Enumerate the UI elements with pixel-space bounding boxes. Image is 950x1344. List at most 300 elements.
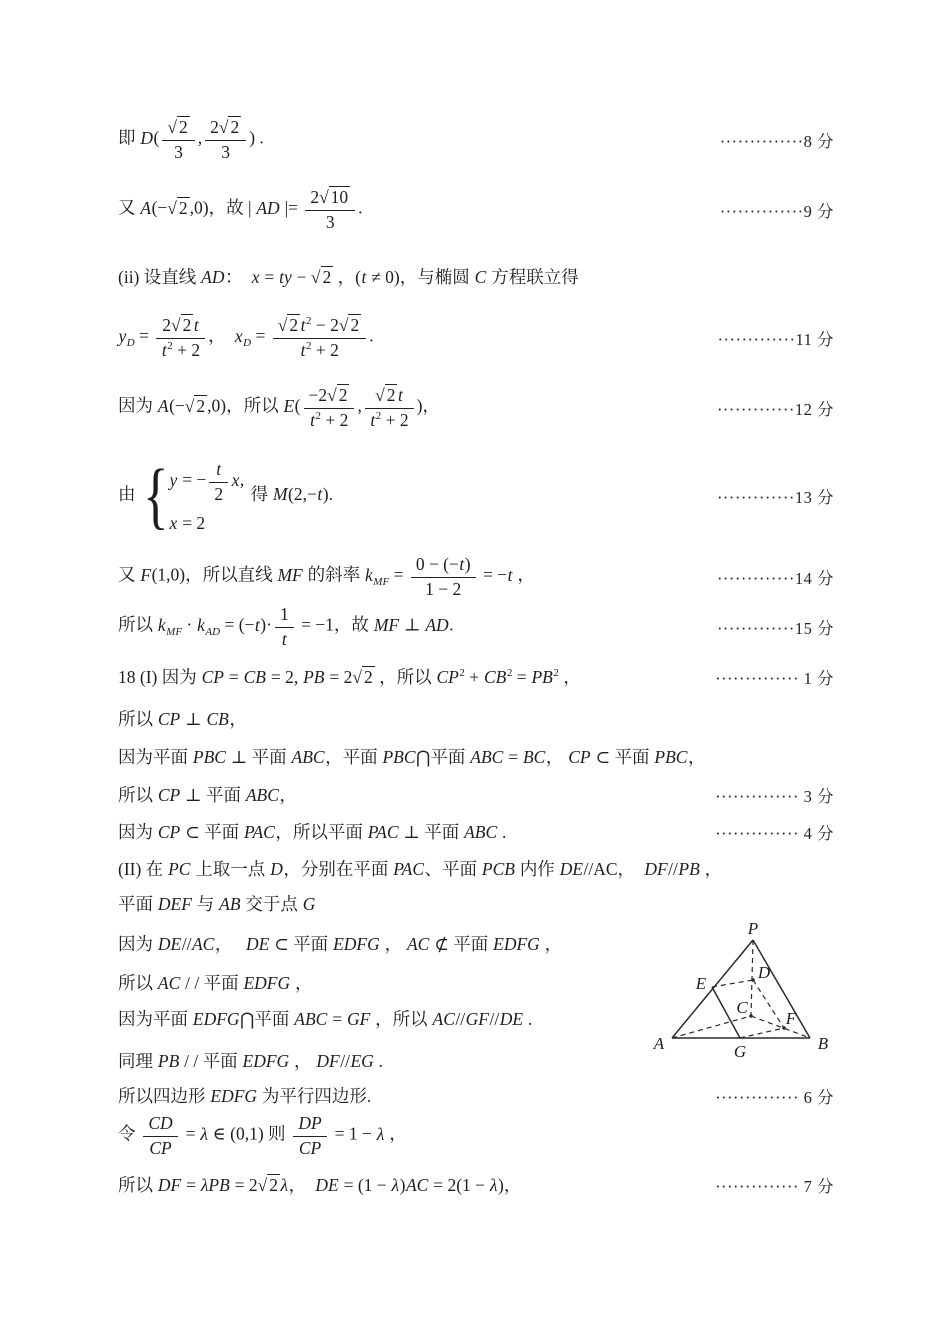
line-content — [118, 1172, 521, 1197]
math-variable: t — [361, 267, 367, 287]
math-variable: ABC — [470, 747, 504, 767]
fraction — [304, 384, 355, 431]
figure-edge-AC-dashed — [672, 1016, 751, 1038]
text-segment: ， — [288, 1175, 315, 1195]
text-segment: 所以 — [118, 785, 158, 805]
text-segment: ≠ 0)，与椭圆 — [366, 267, 475, 287]
superscript: 2 — [459, 667, 465, 680]
math-variable: AB — [219, 894, 241, 914]
radicand — [194, 395, 207, 416]
text-segment: 2 — [269, 1175, 279, 1195]
numerator — [162, 116, 194, 141]
math-variable: PBC — [382, 747, 416, 767]
text-segment: 2 — [178, 197, 188, 218]
cases-rows — [169, 458, 244, 534]
math-variable: AD — [201, 267, 225, 287]
numerator — [205, 116, 246, 141]
text-segment: / / 平面 — [180, 973, 243, 993]
figure-edge-DF-dashed — [753, 980, 784, 1028]
line-content — [118, 1048, 383, 1073]
score-marker: ·············13 分 — [716, 488, 834, 507]
text-segment: = 2 — [325, 667, 353, 687]
math-variable: t — [507, 564, 513, 585]
fraction — [411, 553, 476, 600]
numerator — [365, 384, 414, 409]
line-content — [118, 553, 535, 600]
radical-sign: √ — [338, 315, 349, 335]
text-segment: 由 — [118, 484, 136, 505]
numerator — [293, 1112, 327, 1137]
text-segment: 2 — [363, 667, 373, 687]
superscript: 2 — [506, 667, 513, 680]
denominator — [143, 1137, 178, 1159]
figure-label-P: P — [747, 919, 759, 938]
line-content — [118, 1083, 371, 1108]
text-segment: // — [668, 859, 678, 879]
numerator — [209, 458, 228, 483]
text-segment: = 1 − — [330, 1123, 377, 1144]
text-segment: ， — [512, 564, 535, 585]
text-line-20 — [118, 1083, 834, 1108]
math-variable: t — [216, 459, 222, 479]
score-marker: ·············· 7 分 — [715, 1176, 834, 1196]
math-variable: PAC — [367, 822, 399, 842]
text-segment: (− — [169, 395, 185, 416]
text-line-11 — [118, 744, 834, 769]
math-variable: CP — [157, 822, 181, 842]
figure-point-D — [751, 978, 755, 982]
fraction — [275, 603, 294, 650]
text-segment: 1 — [279, 604, 289, 624]
text-segment: = — [134, 325, 154, 346]
fraction — [205, 116, 246, 163]
math-variable: PAC — [393, 859, 424, 879]
text-line-6 — [118, 454, 834, 537]
subscript: MF — [373, 576, 390, 589]
denominator — [205, 141, 246, 163]
text-segment: 2 — [310, 187, 320, 207]
subscript: AD — [205, 626, 221, 639]
radicand — [329, 186, 351, 207]
square-root — [258, 1175, 280, 1196]
text-segment: ⋂平面 — [240, 1009, 294, 1029]
square-root — [375, 385, 397, 406]
math-variable: PBC — [192, 747, 226, 767]
text-segment: // — [181, 934, 192, 954]
math-variable: ABC — [245, 785, 279, 805]
text-segment: 因为 — [118, 934, 158, 954]
math-variable: G — [302, 894, 316, 914]
text-segment: 因为平面 — [118, 747, 193, 767]
line-content — [118, 891, 316, 916]
math-variable: t — [310, 410, 315, 430]
text-segment: 18 (I) 因为 — [118, 667, 202, 687]
line-content — [118, 186, 363, 233]
text-segment: = — [512, 667, 531, 687]
text-segment: = — [224, 667, 244, 687]
math-variable: EDFG — [493, 934, 540, 954]
text-segment: + — [464, 667, 484, 687]
text-segment: 10 — [330, 187, 349, 207]
text-segment: (II) 在 — [118, 859, 168, 879]
line-content — [118, 314, 374, 361]
denominator — [156, 339, 205, 361]
text-segment: 即 — [118, 127, 140, 148]
text-segment: 3 — [325, 212, 335, 232]
score-marker: ·············11 分 — [717, 329, 834, 349]
math-variable: DF — [157, 1175, 182, 1195]
text-segment: ⊥ 平面 — [180, 785, 246, 805]
text-segment: ， — [384, 1123, 407, 1144]
text-segment: ： — [224, 267, 252, 287]
left-brace: { — [142, 454, 169, 537]
text-segment: = — [389, 564, 408, 585]
radical-sign: √ — [327, 385, 337, 405]
radical-sign: √ — [277, 315, 288, 335]
text-line-13 — [118, 819, 834, 844]
math-variable: CB — [206, 709, 229, 729]
text-segment: ⊥ 平面 — [399, 822, 464, 842]
figure-edge-CB-dashed — [751, 1016, 810, 1038]
text-segment: ⊥ — [180, 709, 206, 729]
text-segment: + 2 — [381, 410, 409, 430]
math-variable: t — [300, 340, 306, 360]
math-variable: t — [254, 614, 260, 635]
text-segment: ,0)，所以 — [207, 395, 283, 416]
math-variable: t — [193, 315, 199, 335]
math-variable: BC — [522, 747, 546, 767]
text-line-1 — [118, 116, 834, 163]
text-segment: 内作 — [515, 859, 560, 879]
text-segment: , — [239, 469, 245, 490]
text-segment: 令 — [118, 1123, 140, 1144]
text-segment: 2 — [182, 315, 192, 335]
math-variable: DEF — [157, 894, 192, 914]
fraction — [273, 314, 366, 361]
text-segment: ) — [464, 554, 471, 574]
superscript: 2 — [305, 340, 312, 353]
text-segment: 2 — [210, 117, 219, 137]
fraction — [365, 384, 414, 431]
text-segment: 2 — [196, 395, 206, 416]
text-segment: 因为 — [118, 822, 158, 842]
math-variable: λPB — [200, 1175, 230, 1195]
math-variable: GF — [465, 1009, 489, 1029]
denominator — [305, 211, 355, 233]
text-segment: 因为 — [118, 395, 158, 416]
text-segment: = − — [177, 469, 207, 490]
text-segment: ，分别在平面 — [283, 859, 393, 879]
radicand — [228, 116, 241, 137]
math-variable: AC — [406, 934, 430, 954]
numerator — [275, 603, 294, 628]
text-segment: = — [181, 1175, 201, 1195]
math-variable: AD — [425, 614, 449, 635]
math-variable: A — [157, 395, 169, 416]
text-segment: 0 − (− — [415, 554, 459, 574]
figure-edge-PB-solid — [753, 940, 810, 1038]
text-segment: 2 — [350, 315, 360, 335]
math-variable: PBC — [654, 747, 688, 767]
radical-sign: √ — [319, 187, 329, 207]
denominator — [209, 483, 228, 505]
math-variable: CP — [149, 1138, 172, 1158]
math-variable: λ — [200, 1123, 208, 1144]
text-segment: = — [503, 747, 523, 767]
math-variable: CP — [436, 667, 459, 687]
text-line-2 — [118, 186, 834, 233]
denominator — [275, 628, 294, 650]
text-segment: ， — [214, 934, 246, 954]
fraction — [156, 314, 205, 361]
figure-label-D: D — [757, 963, 771, 982]
text-line-10 — [118, 706, 834, 731]
text-segment: + 2 — [311, 340, 339, 360]
text-segment: ，( — [333, 267, 361, 287]
math-variable: DP — [298, 1113, 322, 1133]
cases-group — [138, 454, 245, 537]
square-root — [278, 315, 300, 336]
line-content — [118, 664, 581, 689]
math-variable: EDFG — [242, 1051, 290, 1071]
cases-row — [169, 513, 205, 534]
subscript: D — [126, 337, 135, 350]
text-segment: 2 — [162, 315, 171, 335]
math-variable: y — [118, 325, 127, 346]
line-content — [118, 782, 297, 807]
text-segment: (1,0)，所以直线 — [151, 564, 277, 585]
text-line-9 — [118, 664, 834, 689]
line-content — [118, 856, 722, 881]
text-segment: )· — [260, 614, 272, 635]
text-segment: = 2 — [230, 1175, 258, 1195]
text-segment: // — [340, 1051, 350, 1071]
math-variable: AC — [157, 973, 181, 993]
text-segment: ， — [687, 747, 706, 767]
text-segment: 所以 — [118, 1175, 158, 1195]
math-variable: t — [370, 410, 376, 430]
radicand — [287, 314, 300, 335]
math-variable: x — [251, 267, 260, 287]
line-content — [118, 603, 454, 650]
numerator — [411, 553, 476, 578]
numerator — [143, 1112, 178, 1137]
math-variable: DE — [559, 859, 584, 879]
figure-label-C: C — [736, 998, 748, 1017]
text-segment: ， — [700, 859, 723, 879]
radicand — [348, 314, 361, 335]
score-marker: ·············· 4 分 — [715, 823, 834, 843]
math-variable: PAC — [244, 822, 275, 842]
math-variable: x — [234, 325, 243, 346]
math-variable: t — [281, 629, 287, 649]
text-segment: 所以 — [118, 973, 158, 993]
radical-sign: √ — [167, 117, 177, 137]
text-segment: , — [357, 395, 362, 416]
text-segment: (2,− — [288, 484, 317, 505]
text-segment: 2 — [289, 315, 299, 335]
math-variable: A — [140, 197, 152, 218]
denominator — [293, 1137, 327, 1159]
math-variable: D — [270, 859, 283, 879]
cases-row — [169, 458, 244, 505]
text-segment: 1 − 2 — [425, 579, 462, 599]
math-variable: M — [272, 484, 288, 505]
text-segment: ∈ (0,1) 则 — [208, 1123, 290, 1144]
math-variable: AD — [256, 197, 280, 218]
text-segment: 、平面 — [424, 859, 482, 879]
denominator — [365, 409, 414, 431]
line-content — [118, 264, 579, 289]
math-variable: EDFG — [192, 1009, 240, 1029]
radical-sign: √ — [170, 315, 181, 335]
math-variable: AC — [405, 1175, 429, 1195]
subscript: MF — [166, 626, 183, 639]
text-line-7 — [118, 553, 834, 600]
text-segment: ). — [322, 484, 333, 505]
radicand — [337, 384, 350, 405]
radical-sign: √ — [375, 385, 385, 405]
text-segment: 2 — [338, 385, 348, 405]
text-segment: 2 — [214, 484, 224, 504]
numerator — [304, 384, 355, 409]
text-segment: 所以 — [118, 614, 158, 635]
line-content — [118, 706, 247, 731]
text-segment: // — [455, 1009, 466, 1029]
text-segment: 方程联立得 — [486, 267, 579, 287]
text-segment: 2 — [230, 117, 240, 137]
radicand — [177, 197, 190, 218]
math-variable: k — [157, 614, 166, 635]
text-segment: = − — [478, 564, 508, 585]
math-variable: CB — [483, 667, 507, 687]
radical-sign: √ — [310, 267, 321, 287]
text-segment: ) — [399, 1175, 406, 1195]
math-variable: DE — [245, 934, 270, 954]
text-segment: 所以四边形 — [118, 1086, 210, 1106]
superscript: 2 — [375, 410, 382, 423]
text-segment: ， — [279, 785, 297, 805]
math-variable: EDFG — [333, 934, 380, 954]
square-root — [185, 396, 207, 417]
text-line-8 — [118, 603, 834, 650]
text-segment: . — [449, 614, 454, 635]
text-segment: = −1，故 — [296, 614, 374, 635]
square-root — [352, 667, 374, 688]
text-segment: (− — [151, 197, 168, 218]
text-segment: ， — [540, 934, 563, 954]
math-variable: DF — [644, 859, 668, 879]
math-variable: ABC — [291, 747, 325, 767]
math-variable: x — [169, 513, 178, 533]
text-segment: 3 — [174, 142, 183, 162]
score-marker: ··············9 分 — [719, 201, 834, 221]
score-marker: ·············12 分 — [716, 399, 834, 419]
math-variable: k — [197, 614, 205, 635]
denominator — [411, 578, 476, 600]
math-variable: t — [161, 340, 167, 360]
text-segment: 又 — [118, 564, 140, 585]
math-variable: GF — [346, 1009, 371, 1029]
text-segment: = 2(1 − — [428, 1175, 490, 1195]
text-segment: ， — [290, 973, 313, 993]
line-content — [118, 454, 333, 537]
text-segment: + 2 — [172, 340, 201, 360]
math-variable: x — [231, 469, 240, 490]
math-variable: AC — [432, 1009, 455, 1029]
text-segment: . — [523, 1009, 533, 1029]
math-variable: PC — [168, 859, 191, 879]
math-variable: t — [459, 554, 465, 574]
figure-label-A: A — [653, 1034, 665, 1053]
figure-point-C — [749, 1014, 753, 1018]
text-segment: = — [251, 325, 270, 346]
radical-sign: √ — [218, 117, 229, 137]
math-variable: CP — [201, 667, 224, 687]
text-segment: ⊂ 平面 — [269, 934, 333, 954]
math-variable: F — [140, 564, 152, 585]
numerator — [273, 314, 366, 339]
numerator — [305, 186, 355, 211]
text-segment: |= — [280, 197, 303, 218]
math-variable: PB — [531, 667, 553, 687]
text-segment: − — [292, 267, 311, 287]
text-segment: ， — [229, 709, 247, 729]
figure-edge-GF-dashed — [740, 1028, 784, 1038]
text-segment: 因为平面 — [118, 1009, 193, 1029]
text-segment: //AC， — [583, 859, 644, 879]
score-marker: ·············· 1 分 — [715, 668, 834, 688]
text-segment: − 2 — [311, 315, 339, 335]
math-variable: CP — [298, 1138, 322, 1158]
text-segment: = 2 — [177, 513, 206, 533]
math-variable: EDFG — [243, 973, 291, 993]
math-variable: MF — [373, 614, 400, 635]
fraction — [162, 116, 194, 163]
superscript: 2 — [167, 340, 173, 353]
math-variable: λ — [376, 1123, 385, 1144]
math-variable: ABC — [464, 822, 498, 842]
text-segment: ， — [208, 325, 235, 346]
text-segment: ( — [153, 127, 160, 148]
line-content — [118, 744, 705, 769]
text-segment: ) . — [249, 127, 264, 148]
square-root — [319, 187, 350, 208]
text-segment: . — [358, 197, 363, 218]
math-variable: DF — [316, 1051, 340, 1071]
line-content — [118, 1112, 407, 1159]
text-segment: ⊥ — [399, 614, 425, 635]
math-variable: MF — [277, 564, 303, 585]
text-segment: ， — [380, 934, 407, 954]
math-variable: ABC — [294, 1009, 328, 1029]
math-variable: PB — [303, 667, 325, 687]
text-segment: 3 — [221, 142, 230, 162]
text-segment: 同理 — [118, 1051, 158, 1071]
line-content — [118, 116, 264, 163]
text-segment: 得 — [246, 484, 273, 505]
text-line-22 — [118, 1172, 834, 1197]
math-variable: t — [300, 315, 306, 335]
math-variable: AC — [191, 934, 215, 954]
math-variable: λ — [489, 1175, 498, 1195]
math-variable: y — [169, 469, 178, 490]
superscript: 2 — [305, 315, 312, 328]
math-variable: CP — [157, 785, 181, 805]
text-segment: ，所以 — [370, 1009, 433, 1029]
text-segment: = (− — [220, 614, 255, 635]
text-segment: −2 — [308, 385, 328, 405]
